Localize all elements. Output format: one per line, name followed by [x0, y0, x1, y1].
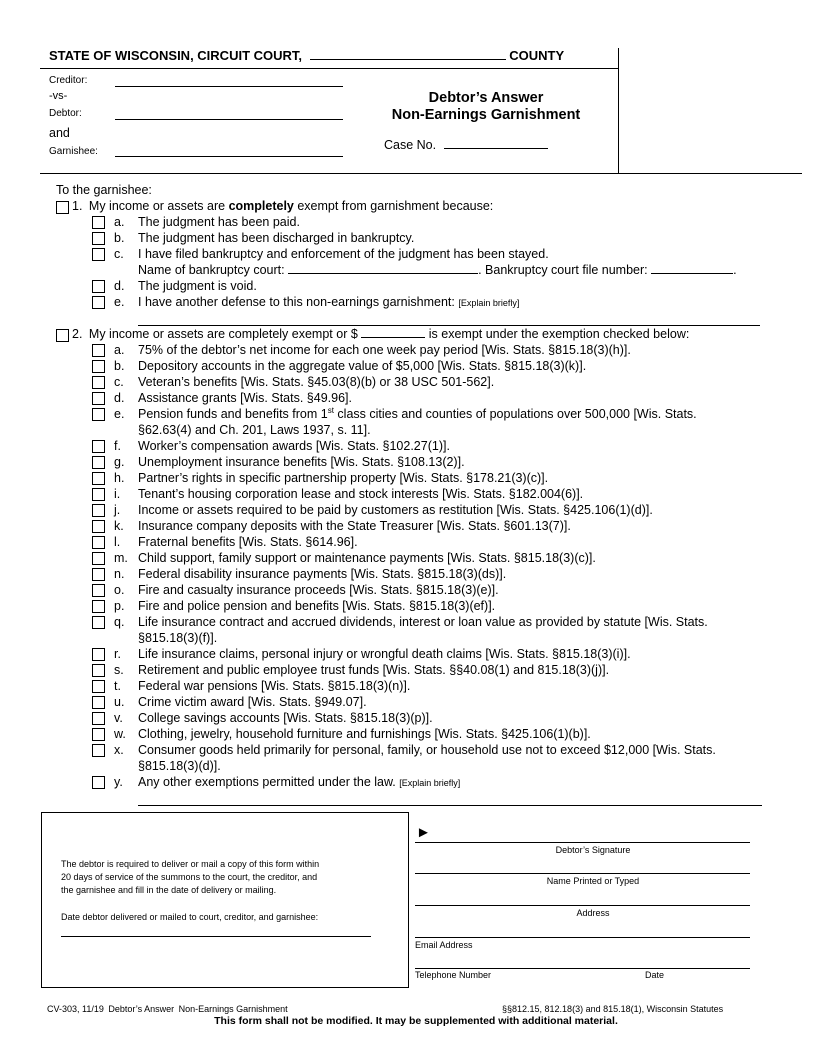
item-letter: g.: [114, 455, 125, 469]
item-letter: l.: [114, 535, 121, 549]
and-label: and: [49, 126, 70, 140]
checkbox[interactable]: [92, 712, 105, 725]
item-text: Assistance grants [Wis. Stats. §49.96].: [138, 391, 352, 405]
notice-text-line2: 20 days of service of the summons to the court, the creditor, and: [61, 872, 318, 882]
date-label: Date: [645, 970, 665, 980]
item-text: 75% of the debtor’s net income for each one week pay period [Wis. Stats. §815.18(3)(h)].: [138, 343, 631, 357]
case-no-row: [384, 138, 548, 152]
case-no-label: Case No.: [384, 138, 437, 152]
item-letter: y.: [114, 775, 123, 789]
checkbox[interactable]: [92, 248, 105, 261]
explain-briefly: [Explain briefly]: [399, 778, 461, 788]
item-letter: k.: [114, 519, 124, 533]
header-top-rule: [40, 68, 618, 69]
item-text: Any other exemptions permitted under the law.: [138, 775, 396, 789]
section1-heading: [72, 199, 493, 213]
item-text: Crime victim award [Wis. Stats. §949.07].: [138, 695, 367, 709]
footer-form-id-row: [47, 1004, 288, 1014]
email-field[interactable]: [415, 937, 750, 938]
item-text: I have filed bankruptcy and enforcement of the judgment has been stayed.: [138, 247, 549, 261]
checkbox[interactable]: [92, 392, 105, 405]
item-letter: w.: [114, 727, 126, 741]
form-title-line1: Debtor’s Answer: [428, 90, 544, 106]
item-letter: i.: [114, 487, 121, 501]
bankruptcy-court-label: Name of bankruptcy court:: [138, 263, 285, 277]
bankruptcy-file-label: Bankruptcy court file number:: [485, 263, 648, 277]
signature-arrow-icon: ►: [416, 824, 431, 841]
creditor-label: Creditor:: [49, 75, 88, 86]
court-prefix: STATE OF WISCONSIN, CIRCUIT COURT,: [49, 48, 303, 63]
vs-label: -vs-: [49, 90, 68, 102]
item-letter: v.: [114, 711, 123, 725]
checkbox[interactable]: [92, 616, 105, 629]
item-text: The judgment has been paid.: [138, 215, 300, 229]
item-letter: n.: [114, 567, 125, 581]
checkbox[interactable]: [92, 696, 105, 709]
form-title-line2: Non-Earnings Garnishment: [391, 107, 581, 123]
item-text: Tenant’s housing corporation lease and stock interests [Wis. Stats. §182.004(6)].: [138, 487, 584, 501]
case-no-field[interactable]: [444, 148, 548, 149]
telephone-date-field[interactable]: [415, 968, 750, 969]
garnishee-label: Garnishee:: [49, 146, 98, 157]
checkbox[interactable]: [92, 648, 105, 661]
item-text: Veteran’s benefits [Wis. Stats. §45.03(8)(b) or 38 USC 501-562].: [138, 375, 495, 389]
item-text: Federal disability insurance payments [Wis. Stats. §815.18(3)(ds)].: [138, 567, 507, 581]
checkbox[interactable]: [92, 216, 105, 229]
item-text: Life insurance claims, personal injury or wrongful death claims [Wis. Stats. §815.18(3)(i)].: [138, 647, 631, 661]
item-text: I have another defense to this non-earnings garnishment:: [138, 295, 455, 309]
checkbox[interactable]: [92, 456, 105, 469]
item-letter: u.: [114, 695, 125, 709]
section2-checkbox[interactable]: [56, 329, 69, 342]
item-text: Insurance company deposits with the State Treasurer [Wis. Stats. §601.13(7)].: [138, 519, 571, 533]
item-letter: e.: [114, 295, 125, 309]
item-text: Child support, family support or maintenance payments [Wis. Stats. §815.18(3)(c)].: [138, 551, 596, 565]
section2-text-part2: is exempt under the exemption checked below:: [428, 327, 690, 341]
notice-text-line3: the garnishee and fill in the date of delivery or mailing.: [61, 885, 277, 895]
item-text-line1: [138, 407, 697, 421]
footer-form-id: CV-303, 11/19: [47, 1004, 104, 1014]
section1-number: 1.: [72, 199, 83, 213]
item-letter: t.: [114, 679, 121, 693]
item-text-line2: §815.18(3)(d)].: [138, 759, 221, 773]
item-letter: b.: [114, 231, 125, 245]
debtor-signature-field[interactable]: [415, 842, 750, 843]
item-text-post: class cities and counties of populations over 500,000 [Wis. Stats.: [333, 407, 697, 421]
checkbox[interactable]: [92, 776, 105, 789]
checkbox[interactable]: [92, 280, 105, 293]
checkbox[interactable]: [92, 440, 105, 453]
exempt-amount-field[interactable]: [361, 337, 425, 338]
checkbox[interactable]: [92, 504, 105, 517]
section1-checkbox[interactable]: [56, 201, 69, 214]
checkbox[interactable]: [92, 520, 105, 533]
footer-statutes: §§812.15, 812.18(3) and 815.18(1), Wisconsin Statutes: [502, 1004, 724, 1014]
item-letter: m.: [114, 551, 128, 565]
item-text: Worker’s compensation awards [Wis. Stats. §102.27(1)].: [138, 439, 450, 453]
item-text: Depository accounts in the aggregate value of $5,000 [Wis. Stats. §815.18(3)(k)].: [138, 359, 587, 373]
item-text-line1: Consumer goods held primarily for personal, family, or household use not to exceed $12,000 [Wis. Stats.: [138, 743, 716, 757]
debtor-signature-label: Debtor’s Signature: [555, 845, 631, 855]
item-text-pre: Pension funds and benefits from 1: [138, 407, 328, 421]
item-text-row: [138, 775, 460, 789]
item-letter: h.: [114, 471, 125, 485]
checkbox[interactable]: [92, 728, 105, 741]
item-text: Retirement and public employee trust funds [Wis. Stats. §§40.08(1) and 815.18(3)(j)].: [138, 663, 610, 677]
item-letter: c.: [114, 247, 124, 261]
item-letter: p.: [114, 599, 125, 613]
section1-explain-line[interactable]: [138, 325, 760, 326]
checkbox[interactable]: [92, 344, 105, 357]
item-text-line1: Life insurance contract and accrued dividends, interest or loan value as provided by statute [Wis. Stats.: [138, 615, 708, 629]
checkbox[interactable]: [92, 680, 105, 693]
header-right-border: [618, 48, 619, 173]
checkbox[interactable]: [92, 536, 105, 549]
item-letter: e.: [114, 407, 125, 421]
checkbox[interactable]: [92, 744, 105, 757]
garnishee-field[interactable]: [115, 156, 343, 157]
item-text-row: [138, 295, 519, 309]
item-letter: q.: [114, 615, 125, 629]
item-text: Fire and casualty insurance proceeds [Wis. Stats. §815.18(3)(e)].: [138, 583, 499, 597]
email-label: Email Address: [415, 940, 473, 950]
checkbox[interactable]: [92, 376, 105, 389]
address-label: Address: [576, 908, 610, 918]
item-letter: a.: [114, 343, 125, 357]
checkbox[interactable]: [92, 360, 105, 373]
section2-text-part1: My income or assets are completely exempt or $: [88, 327, 358, 341]
item-letter: s.: [114, 663, 124, 677]
checkbox[interactable]: [92, 472, 105, 485]
item-text: The judgment is void.: [138, 279, 257, 293]
item-letter: j.: [114, 503, 121, 517]
name-printed-label: Name Printed or Typed: [546, 876, 640, 886]
notice-box: [41, 812, 409, 988]
footer-notice: This form shall not be modified. It may be supplemented with additional material.: [214, 1015, 618, 1027]
bankruptcy-file-field[interactable]: [651, 273, 733, 274]
name-printed-field[interactable]: [415, 873, 750, 874]
debtor-label: Debtor:: [49, 108, 82, 119]
court-heading: [49, 48, 564, 63]
bankruptcy-court-field[interactable]: [288, 273, 478, 274]
checkbox[interactable]: [92, 664, 105, 677]
item-text: Unemployment insurance benefits [Wis. Stats. §108.13(2)].: [138, 455, 465, 469]
footer-form-title-a: Debtor’s Answer: [108, 1004, 175, 1014]
court-suffix: COUNTY: [509, 48, 565, 63]
item-text: Income or assets required to be paid by customers as restitution [Wis. Stats. §425.106(1)(d)].: [138, 503, 653, 517]
item-text: Clothing, jewelry, household furniture and furnishings [Wis. Stats. §425.106(1)(b)].: [138, 727, 591, 741]
county-field[interactable]: [310, 59, 506, 60]
section2-number: 2.: [72, 327, 83, 341]
checkbox[interactable]: [92, 488, 105, 501]
explain-briefly: [Explain briefly]: [458, 298, 520, 308]
notice-text-line1: The debtor is required to deliver or mail a copy of this form within: [61, 859, 320, 869]
item-text: Fraternal benefits [Wis. Stats. §614.96].: [138, 535, 358, 549]
delivery-date-label: Date debtor delivered or mailed to court, creditor, and garnishee:: [61, 912, 319, 922]
checkbox[interactable]: [92, 584, 105, 597]
section2-heading: [72, 327, 689, 341]
checkbox[interactable]: [92, 600, 105, 613]
item-letter: b.: [114, 359, 125, 373]
item-text-sup: st: [327, 405, 334, 415]
item-letter: x.: [114, 743, 124, 757]
section2-explain-line[interactable]: [138, 805, 762, 806]
item-letter: f.: [114, 439, 121, 453]
telephone-label: Telephone Number: [415, 970, 492, 980]
item-text: Fire and police pension and benefits [Wis. Stats. §815.18(3)(ef)].: [138, 599, 496, 613]
item-text: Federal war pensions [Wis. Stats. §815.18(3)(n)].: [138, 679, 411, 693]
checkbox[interactable]: [92, 568, 105, 581]
bankruptcy-line: Name of bankruptcy court: . Bankruptcy court file number: .: [138, 263, 737, 277]
item-text-line2: §62.63(4) and Ch. 201, Laws 1937, s. 11].: [138, 423, 371, 437]
section1-text-before: My income or assets are: [88, 199, 229, 213]
item-letter: o.: [114, 583, 125, 597]
item-text: College savings accounts [Wis. Stats. §815.18(3)(p)].: [138, 711, 433, 725]
item-letter: r.: [114, 647, 121, 661]
item-letter: c.: [114, 375, 124, 389]
item-text-line2: §815.18(3)(f)].: [138, 631, 218, 645]
footer-form-title-b: Non-Earnings Garnishment: [178, 1004, 288, 1014]
delivery-date-field[interactable]: [61, 936, 371, 937]
checkbox[interactable]: [92, 296, 105, 309]
section1-text-bold: completely: [228, 199, 294, 213]
item-text: Partner’s rights in specific partnership property [Wis. Stats. §178.21(3)(c)].: [138, 471, 549, 485]
checkbox[interactable]: [92, 408, 105, 421]
item-letter: d.: [114, 391, 125, 405]
creditor-field[interactable]: [115, 86, 343, 87]
debtor-field[interactable]: [115, 119, 343, 120]
section1-text-after: exempt from garnishment because:: [293, 199, 494, 213]
address-field[interactable]: [415, 905, 750, 906]
checkbox[interactable]: [92, 232, 105, 245]
checkbox[interactable]: [92, 552, 105, 565]
intro-line: To the garnishee:: [56, 183, 152, 197]
item-letter: d.: [114, 279, 125, 293]
header-bottom-rule: [40, 173, 802, 174]
item-letter: a.: [114, 215, 125, 229]
item-text: The judgment has been discharged in bankruptcy.: [138, 231, 415, 245]
